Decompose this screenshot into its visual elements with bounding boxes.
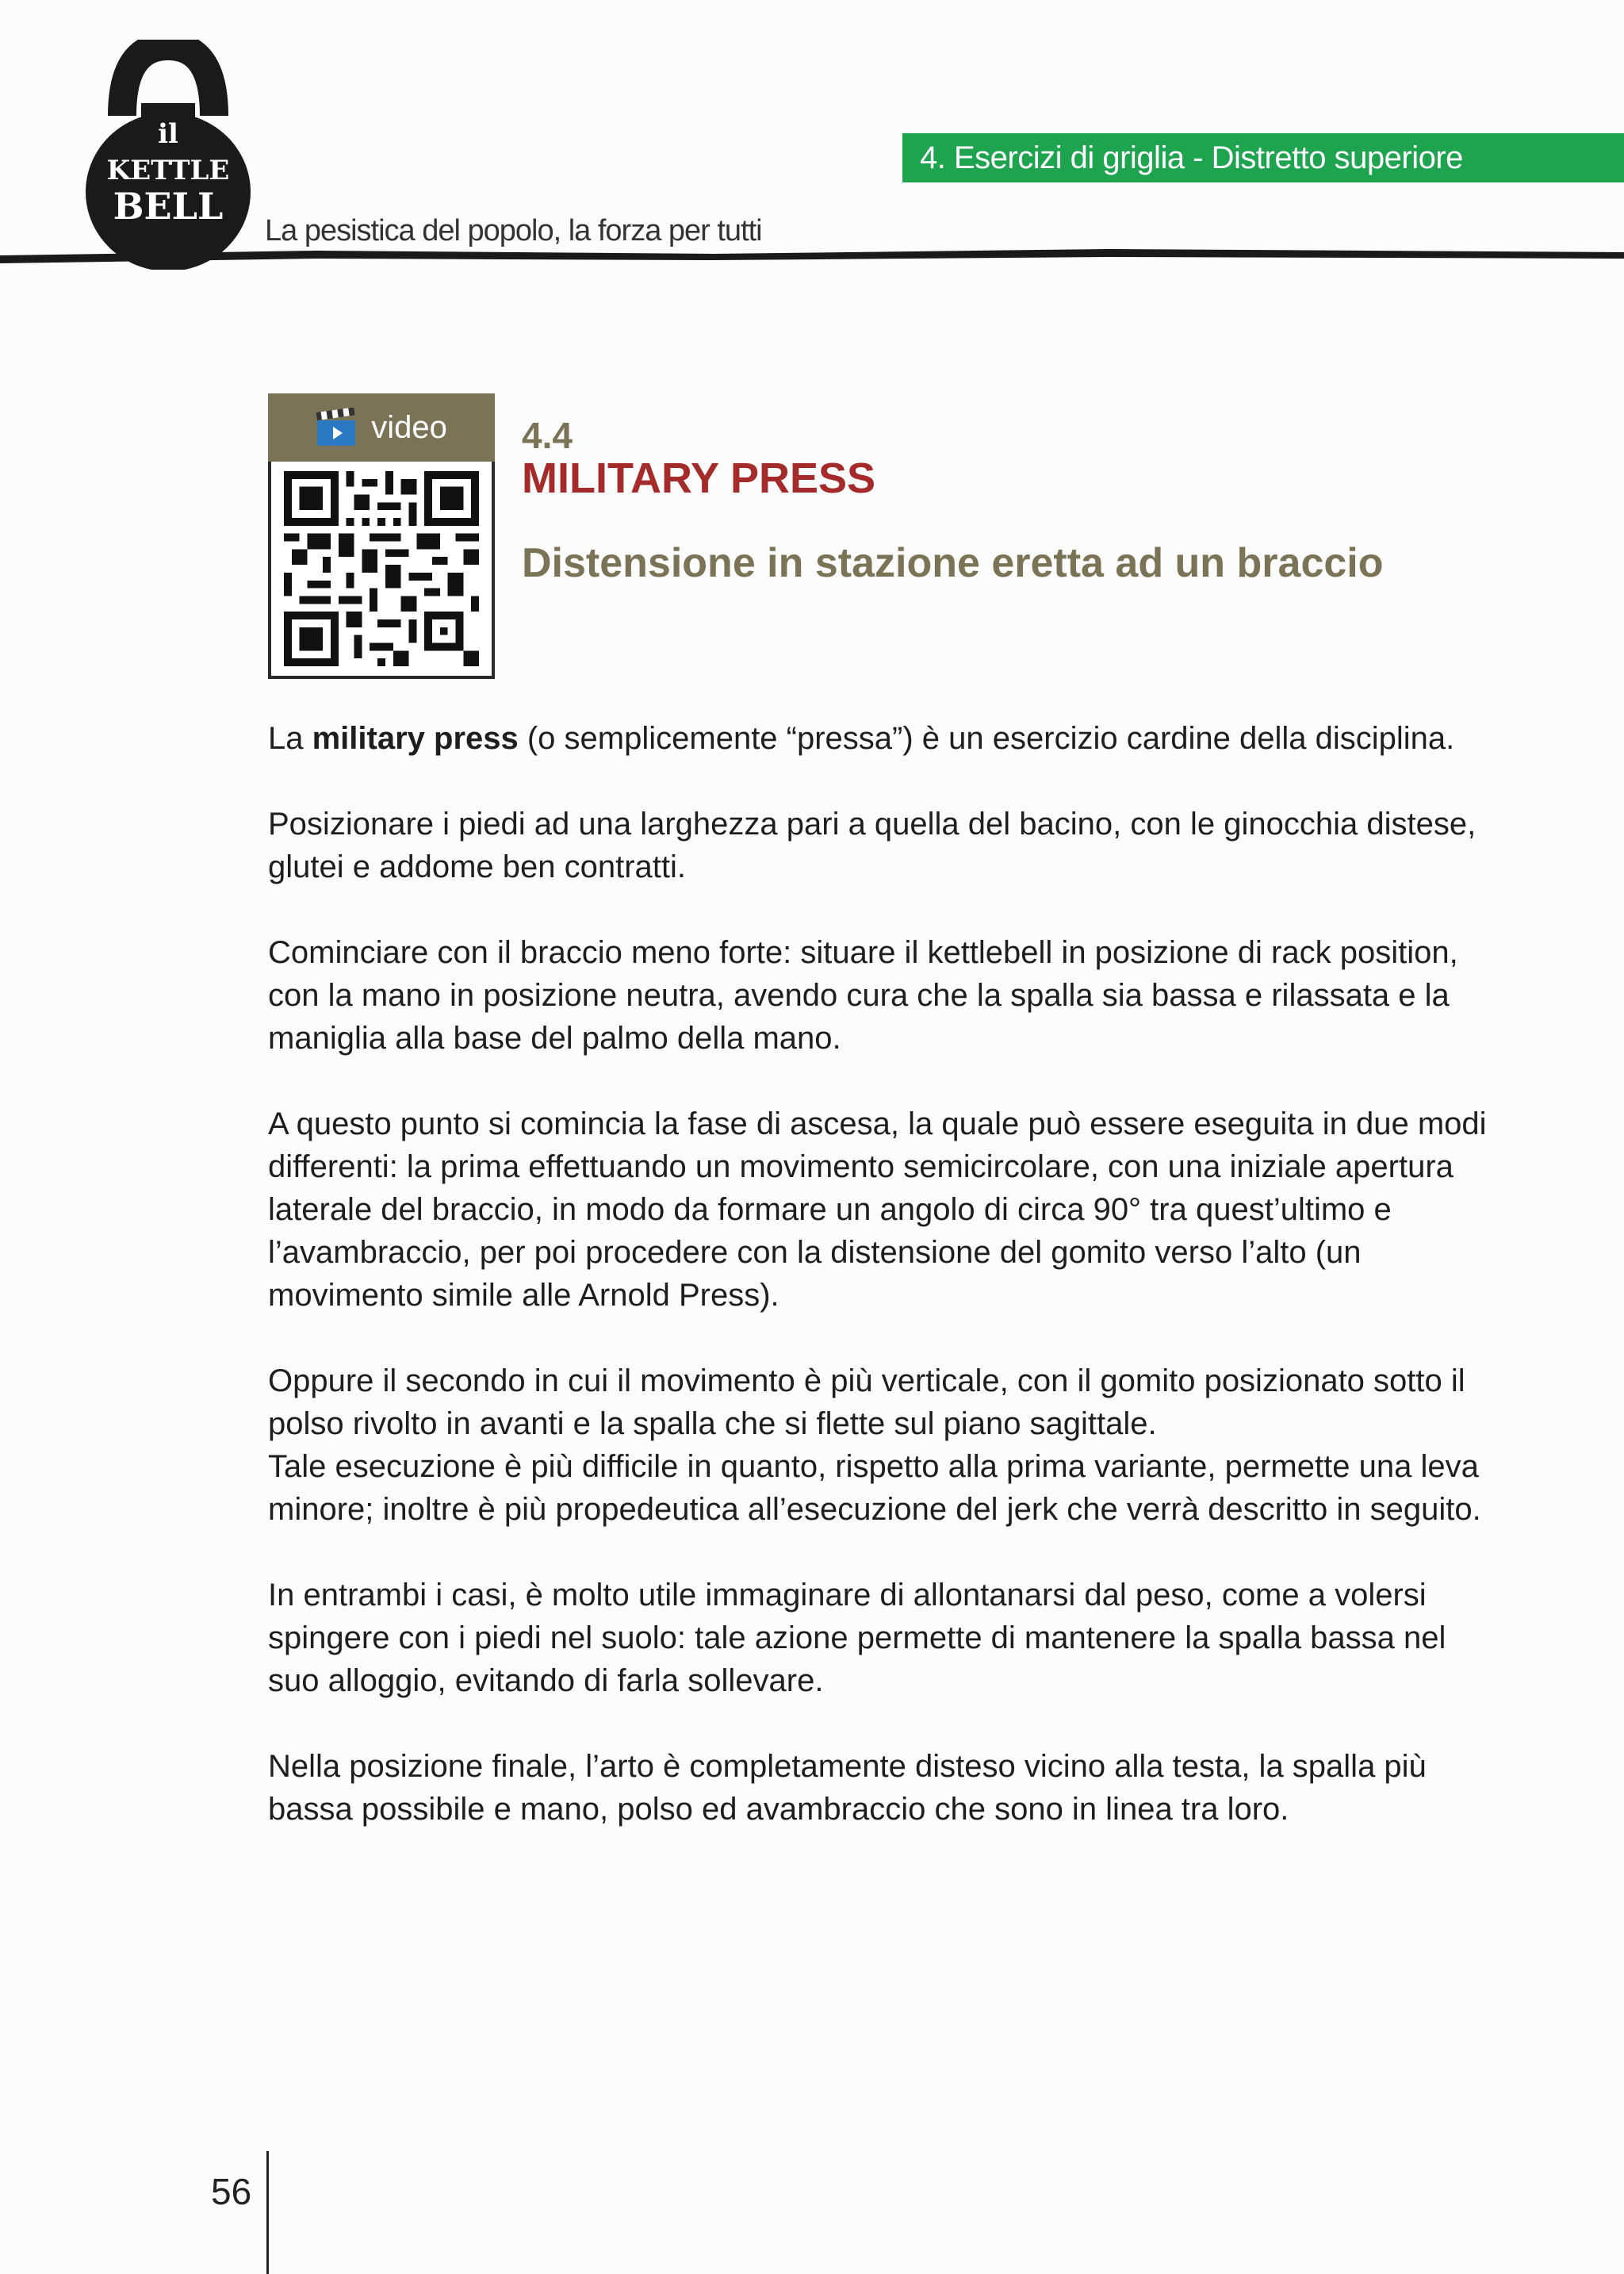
header-brush-stroke bbox=[0, 238, 1624, 270]
video-header[interactable] bbox=[268, 393, 495, 462]
video-label: video bbox=[371, 409, 447, 445]
text-span: (o semplicemente “pressa”) è un esercizio cardine della disciplina. bbox=[518, 721, 1455, 756]
section-subtitle: Distensione in stazione eretta ad un braccio bbox=[522, 540, 1384, 586]
paragraph-5b: Tale esecuzione è più difficile in quanto, rispetto alla prima variante, permette una leva minore; inoltre è più propedeutica all’esecuzione del jerk che verrà descritto in seguito. bbox=[268, 1449, 1481, 1527]
page-number: 56 bbox=[211, 2171, 252, 2212]
logo-text-bell: BELL bbox=[113, 185, 224, 228]
paragraph-2: Posizionare i piedi ad una larghezza pari a quella del bacino, con le ginocchia distese, glutei e addome ben contratti. bbox=[268, 807, 1477, 884]
paragraph-5 bbox=[268, 1359, 1505, 1531]
paragraph-3: Cominciare con il braccio meno forte: situare il kettlebell in posizione di rack position, con la mano in posizione neutra, avendo cura che la spalla sia bassa e rilassata e la maniglia alla base del palmo della mano. bbox=[268, 935, 1458, 1056]
qr-code-icon bbox=[284, 471, 479, 666]
section-title: MILITARY PRESS bbox=[522, 454, 876, 502]
tagline: La pesistica del popolo, la forza per tutti bbox=[265, 214, 762, 247]
section-number: 4.4 bbox=[522, 415, 573, 456]
kettlebell-logo bbox=[86, 40, 251, 270]
clapperboard-icon bbox=[316, 408, 357, 447]
bold-term: military press bbox=[312, 721, 519, 756]
paragraph-4: A questo punto si comincia la fase di ascesa, la quale può essere eseguita in due modi differenti: la prima effettuando un movimento semicircolare, con una iniziale apertura laterale del braccio, in modo da formare un angolo di circa 90° tra quest’ultimo e l’avambraccio, per poi procedere con la distensione del gomito verso l’alto (un movimento simile alle Arnold Press). bbox=[268, 1106, 1487, 1313]
text-span: La bbox=[268, 721, 312, 756]
logo-text-kettle: KETTLE bbox=[106, 155, 230, 186]
paragraph-6: In entrambi i casi, è molto utile immaginare di allontanarsi dal peso, come a volersi spingere con i piedi nel suolo: tale azione permette di mantenere la spalla bassa nel suo alloggio, evitando di farla sollevare. bbox=[268, 1578, 1446, 1698]
paragraph-1 bbox=[268, 717, 1505, 760]
qr-code-frame[interactable] bbox=[268, 462, 495, 679]
logo-text-il: il bbox=[158, 118, 178, 150]
paragraph-5a: Oppure il secondo in cui il movimento è più verticale, con il gomito posizionato sotto il polso rivolto in avanti e la spalla che si flette sul piano sagittale. bbox=[268, 1363, 1465, 1441]
chapter-tag: 4. Esercizi di griglia - Distretto superiore bbox=[902, 133, 1624, 182]
video-qr-box[interactable] bbox=[268, 393, 495, 679]
paragraph-7: Nella posizione finale, l’arto è completamente disteso vicino alla testa, la spalla più bassa possibile e mano, polso ed avambraccio che sono in linea tra loro. bbox=[268, 1749, 1427, 1827]
page-number-divider bbox=[266, 2151, 269, 2274]
body-text bbox=[268, 717, 1505, 1873]
